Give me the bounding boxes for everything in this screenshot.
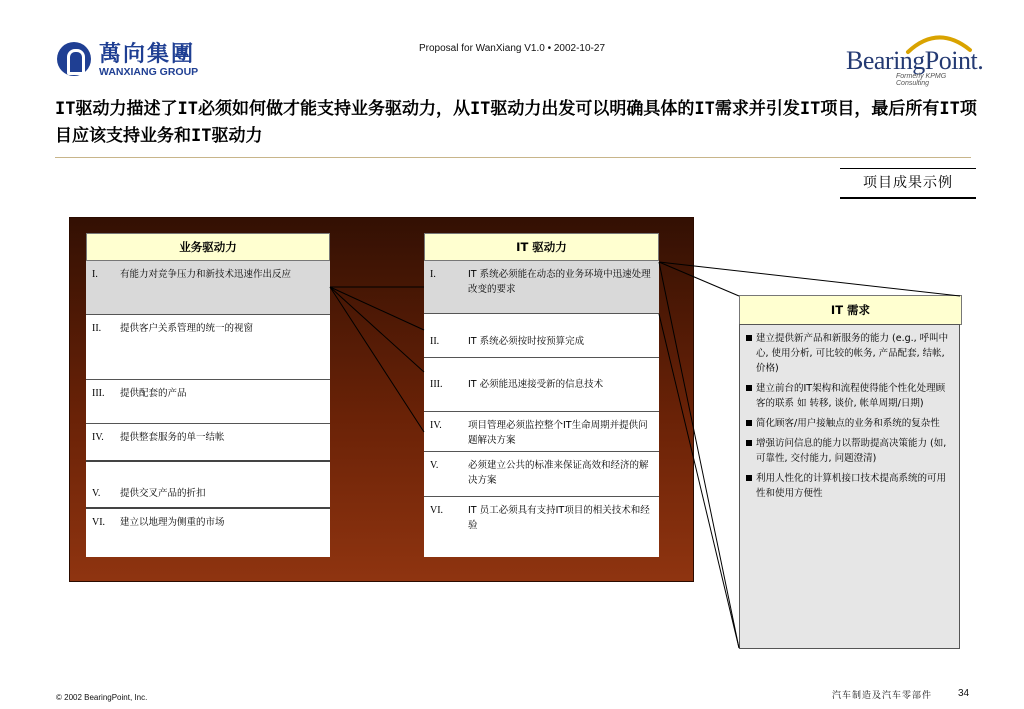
it-need-item: [740, 471, 953, 501]
bullet-square-icon: [746, 475, 752, 481]
row-number: I.: [430, 269, 436, 280]
page-number: 34: [958, 688, 970, 699]
business-driver-row: [86, 380, 330, 424]
row-number: V.: [430, 460, 439, 471]
it-need-text: 建立提供新产品和新服务的能力 (e.g., 呼叫中心, 使用分析, 可比较的帐务, 产品配套, 结帐, 价格): [756, 333, 949, 374]
business-driver-row: [86, 261, 330, 315]
it-need-item: [740, 381, 953, 411]
it-need-item: [740, 331, 953, 376]
bullet-square-icon: [746, 440, 752, 446]
title-divider: [55, 157, 971, 158]
business-driver-row: [86, 315, 330, 380]
connector-it-needs-upper: [659, 262, 960, 296]
it-need-text: 简化顾客/用户接触点的业务和系统的复杂性: [756, 418, 940, 429]
row-text: 项目管理必须监控整个IT生命周期并提供问题解决方案: [468, 420, 648, 446]
bearingpoint-name: BearingPoint.: [846, 46, 984, 75]
row-number: VI.: [430, 505, 444, 516]
business-drivers-header: 业务驱动力: [86, 233, 330, 261]
it-need-text: 增强访问信息的能力以帮助提高决策能力 (如, 可靠性, 交付能力, 问题澄清): [756, 438, 947, 464]
business-drivers-list: [86, 261, 330, 557]
bearingpoint-subtitle: Formerly KPMG Consulting: [896, 73, 947, 87]
wanxiang-logo-en: WANXIANG GROUP: [99, 66, 199, 78]
row-number: II.: [430, 336, 440, 347]
it-need-item: [740, 416, 953, 431]
it-need-text: 建立前台的IT架构和流程使得能个性化处理顾客的联系 如 转移, 谈价, 帐单周期/日期): [756, 383, 946, 409]
bullet-square-icon: [746, 335, 752, 341]
section-label: 汽车制造及汽车零部件: [832, 691, 933, 701]
row-text: 提供配套的产品: [120, 388, 187, 399]
row-text: 提供交叉产品的折扣: [120, 488, 206, 499]
business-driver-row: [86, 424, 330, 462]
row-text: 必须建立公共的标准来保证高效和经济的解决方案: [468, 460, 649, 486]
row-number: V.: [92, 488, 101, 499]
it-need-item: [740, 436, 953, 466]
page-title: IT驱动力描述了IT必须如何做才能支持业务驱动力，从IT驱动力出发可以明确具体的IT需求并引发IT项目，最后所有IT项目应该支持业务和IT驱动力: [55, 99, 977, 146]
row-number: IV.: [430, 420, 442, 431]
examples-label: 项目成果示例: [840, 168, 976, 199]
row-text: 有能力对竞争压力和新技术迅速作出反应: [120, 269, 292, 280]
business-driver-row: [86, 462, 330, 509]
row-number: VI.: [92, 517, 106, 528]
row-number: II.: [92, 323, 102, 334]
row-text: IT 员工必须具有支持IT项目的相关技术和经验: [468, 505, 650, 531]
it-needs-header: IT 需求: [739, 295, 962, 325]
bearingpoint-logo: [846, 30, 984, 87]
wanxiang-logo-cn: 萬向集團: [99, 41, 196, 67]
row-text: IT 系统必须按时按预算完成: [468, 336, 585, 347]
row-text: 提供整套服务的单一结帐: [120, 432, 225, 443]
row-number: I.: [92, 269, 98, 280]
it-driver-row: [424, 497, 659, 557]
it-driver-row: [424, 412, 659, 452]
it-drivers-header: IT 驱动力: [424, 233, 659, 261]
row-number: III.: [430, 379, 443, 390]
it-driver-row: [424, 358, 659, 412]
it-needs-list: [739, 324, 960, 649]
row-text: 提供客户关系管理的统一的视窗: [120, 323, 254, 334]
copyright: © 2002 BearingPoint, Inc.: [56, 693, 148, 702]
it-need-text: 利用人性化的计算机接口技术提高系统的可用性和使用方便性: [756, 473, 947, 499]
bullet-square-icon: [746, 385, 752, 391]
it-drivers-list: [424, 261, 659, 557]
row-number: IV.: [92, 432, 104, 443]
row-text: IT 必须能迅速接受新的信息技术: [468, 379, 604, 390]
it-driver-row: [424, 261, 659, 314]
row-text: 建立以地理为侧重的市场: [120, 517, 225, 528]
it-driver-row: [424, 314, 659, 358]
it-driver-row: [424, 452, 659, 497]
row-text: IT 系统必须能在动态的业务环境中迅速处理改变的要求: [468, 269, 651, 295]
proposal-header: Proposal for WanXiang V1.0 • 2002-10-27: [418, 43, 606, 54]
business-driver-row: [86, 509, 330, 557]
row-number: III.: [92, 388, 105, 399]
bullet-square-icon: [746, 420, 752, 426]
